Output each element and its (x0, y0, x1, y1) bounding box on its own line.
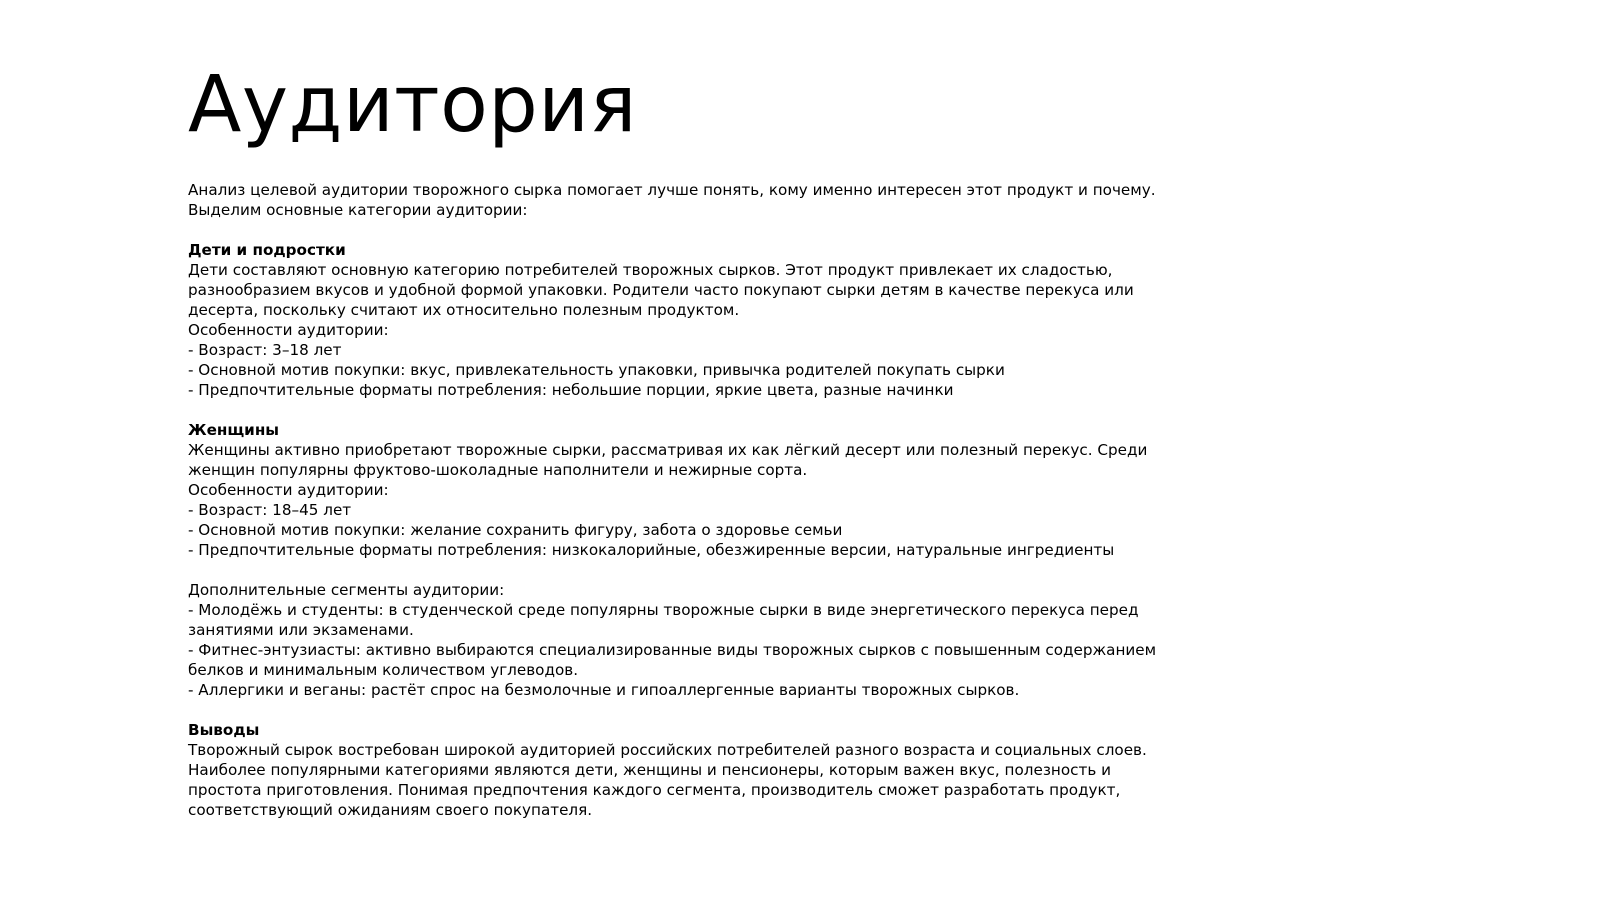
section-women (188, 420, 1188, 560)
slide-body (188, 180, 1188, 820)
spacer (188, 220, 1188, 240)
page-title: Аудитория (188, 60, 637, 150)
features-label: Особенности аудитории: (188, 321, 389, 339)
section-heading: Женщины (188, 421, 280, 439)
intro-paragraph: Анализ целевой аудитории творожного сырка помогает лучше понять, кому именно интересен этот продукт и почему. Выделим основные категории аудитории: (188, 181, 1156, 219)
list-item: - Возраст: 3–18 лет (188, 341, 342, 359)
list-item: - Основной мотив покупки: вкус, привлекательность упаковки, привычка родителей покупать сырки (188, 361, 1005, 379)
spacer (188, 400, 1188, 420)
section-label: Дополнительные сегменты аудитории: (188, 581, 505, 599)
list-item: - Предпочтительные форматы потребления: низкокалорийные, обезжиренные версии, натуральные ингредиенты (188, 541, 1115, 559)
features-label: Особенности аудитории: (188, 481, 389, 499)
slide (188, 52, 1188, 820)
section-paragraph: Творожный сырок востребован широкой аудиторией российских потребителей разного возраста и социальных слоев. Наиболее популярными категориями являются дети, женщины и пенсионеры, которым важен вкус, полезность и простота приготовления. Понимая предпочтения каждого сегмента, производитель сможет разработать продукт, соответствующий ожиданиям своего покупателя. (188, 741, 1147, 819)
section-paragraph: Дети составляют основную категорию потребителей творожных сырков. Этот продукт привлекает их сладостью, разнообразием вкусов и удобной формой упаковки. Родители часто покупают сырки детям в качестве перекуса или десерта, поскольку считают их относительно полезным продуктом. (188, 261, 1134, 319)
section-paragraph: Женщины активно приобретают творожные сырки, рассматривая их как лёгкий десерт или полезный перекус. Среди женщин популярны фруктово-шоколадные наполнители и нежирные сорта. (188, 441, 1148, 479)
section-heading: Дети и подростки (188, 241, 346, 259)
list-item: - Аллергики и веганы: растёт спрос на безмолочные и гипоаллергенные варианты творожных сырков. (188, 681, 1020, 699)
list-item: - Фитнес-энтузиасты: активно выбираются специализированные виды творожных сырков с повышенным содержанием белков и минимальным количеством углеводов. (188, 641, 1157, 679)
section-children (188, 240, 1188, 400)
list-item: - Предпочтительные форматы потребления: небольшие порции, яркие цвета, разные начинки (188, 381, 954, 399)
section-heading: Выводы (188, 721, 260, 739)
list-item: - Возраст: 18–45 лет (188, 501, 352, 519)
list-item: - Основной мотив покупки: желание сохранить фигуру, забота о здоровье семьи (188, 521, 843, 539)
section-conclusions (188, 720, 1188, 820)
spacer (188, 700, 1188, 720)
section-additional (188, 580, 1188, 700)
list-item: - Молодёжь и студенты: в студенческой среде популярны творожные сырки в виде энергетического перекуса перед занятиями или экзаменами. (188, 601, 1139, 639)
spacer (188, 560, 1188, 580)
